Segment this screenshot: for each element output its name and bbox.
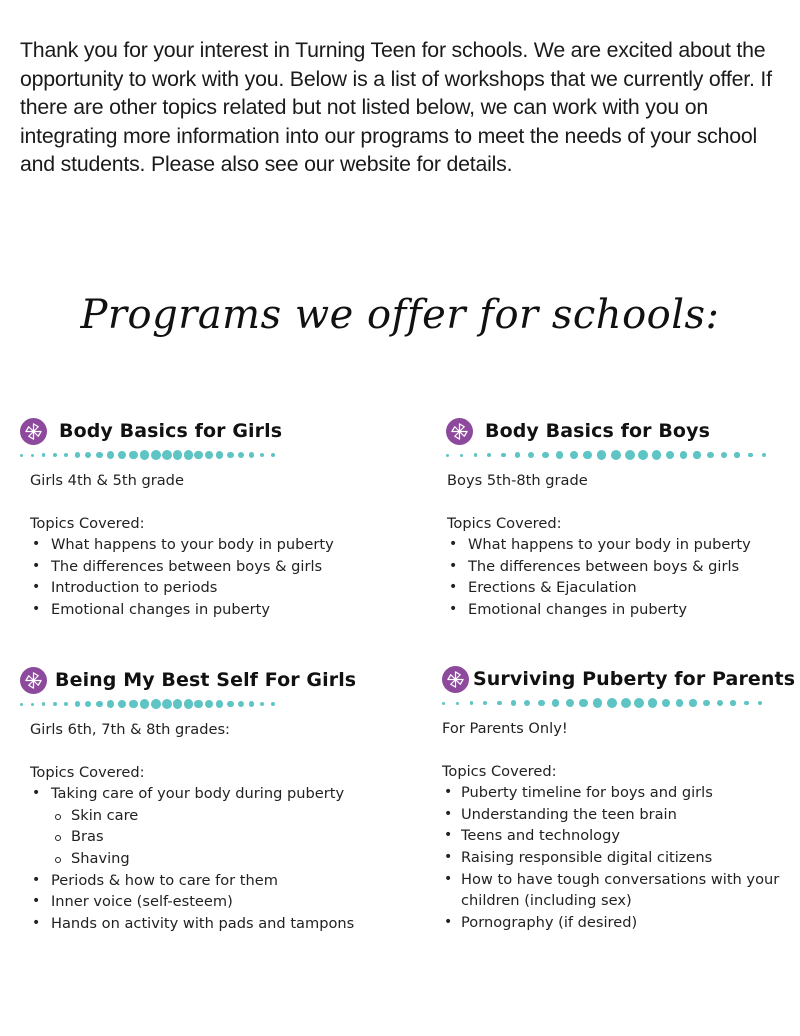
topics-list: [20, 534, 380, 620]
topic-item: [442, 782, 800, 804]
topic-text: Puberty timeline for boys and girls: [461, 784, 713, 802]
topics-label: Topics Covered:: [30, 763, 145, 781]
divider-dot: [456, 702, 459, 705]
divider-dot: [579, 699, 588, 708]
topic-item: [30, 534, 380, 556]
divider-dot: [524, 700, 530, 706]
program-card: [20, 416, 380, 621]
divider-dot: [730, 700, 735, 705]
divider-dot: [552, 699, 559, 706]
program-header: [20, 665, 380, 695]
divider-dot: [446, 454, 449, 457]
topic-item: [442, 847, 800, 869]
program-header: [20, 416, 380, 446]
topic-item: [30, 577, 380, 599]
pinwheel-icon: [442, 666, 469, 693]
topics-list: [446, 534, 800, 620]
program-audience: Girls 6th, 7th & 8th grades:: [30, 721, 230, 738]
divider-dot: [744, 701, 749, 706]
topics-list: [20, 783, 380, 934]
program-header: [442, 664, 800, 694]
divider-dot: [666, 451, 675, 460]
pinwheel-icon: [20, 667, 47, 694]
divider-dot: [20, 454, 23, 457]
topics-label: Topics Covered:: [30, 514, 145, 532]
divider-dot: [53, 702, 57, 706]
divider-dot: [238, 452, 244, 458]
divider-dot: [227, 452, 234, 459]
divider-dot: [483, 701, 487, 705]
topic-item: [442, 869, 800, 912]
divider-dot: [216, 700, 223, 707]
divider-dot: [662, 699, 671, 708]
topic-item: [30, 599, 380, 621]
divider-dot: [566, 699, 574, 707]
divider-dot: [271, 453, 275, 457]
topic-text: Inner voice (self-esteem): [51, 893, 233, 911]
topic-text: Pornography (if desired): [461, 913, 638, 931]
program-audience: For Parents Only!: [442, 720, 568, 737]
topic-text: Taking care of your body during puberty: [51, 785, 345, 803]
divider-dot: [140, 450, 149, 459]
divider-dot: [515, 452, 520, 457]
divider-dot: [625, 450, 636, 461]
divider-dot: [593, 698, 602, 707]
divider-dot: [173, 450, 183, 460]
divider-dot: [676, 699, 684, 707]
topic-item: [447, 534, 800, 556]
divider-dot: [31, 454, 34, 457]
topic-text: What happens to your body in puberty: [51, 536, 334, 554]
divider-dot: [85, 452, 91, 458]
subtopic-item: Bras: [51, 826, 380, 848]
divider-dot: [85, 701, 91, 707]
divider-dot: [260, 702, 265, 707]
divider-dot: [542, 452, 549, 459]
divider-dot: [194, 451, 203, 460]
divider-dot: [442, 702, 445, 705]
divider-dot: [162, 699, 173, 710]
topic-item: [30, 870, 380, 892]
divider-dot: [42, 702, 45, 705]
divider-dot: [129, 451, 138, 460]
programs-heading: Programs we offer for schools:: [80, 292, 720, 338]
divider-dot: [638, 450, 648, 460]
divider-dot: [497, 701, 502, 706]
divider-dot: [717, 700, 723, 706]
topics-label: Topics Covered:: [442, 762, 557, 780]
pinwheel-icon: [20, 418, 47, 445]
divider-dot: [205, 700, 213, 708]
divider-dot: [140, 699, 149, 708]
divider-dot: [758, 701, 762, 705]
topic-item: [447, 577, 800, 599]
program-title: Being My Best Self For Girls: [55, 669, 357, 691]
program-card: [442, 664, 800, 933]
program-card: [446, 416, 800, 621]
divider-dot: [75, 452, 80, 457]
topic-text: Periods & how to care for them: [51, 871, 278, 889]
dotted-divider: [442, 696, 800, 710]
topic-text: Introduction to periods: [51, 579, 218, 597]
divider-dot: [734, 452, 739, 457]
divider-dot: [20, 703, 23, 706]
divider-dot: [96, 701, 103, 708]
topic-text: The differences between boys & girls: [468, 557, 740, 575]
topic-text: What happens to your body in puberty: [468, 536, 751, 554]
topic-item: [447, 599, 800, 621]
topic-item: [442, 804, 800, 826]
topic-item: [447, 556, 800, 578]
divider-dot: [118, 700, 126, 708]
topic-item: [442, 912, 800, 934]
dotted-divider: [20, 448, 380, 462]
divider-dot: [538, 700, 545, 707]
divider-dot: [634, 698, 644, 708]
divider-dot: [194, 700, 203, 709]
subtopic-item: Skin care: [51, 805, 380, 827]
divider-dot: [184, 699, 193, 708]
divider-dot: [648, 698, 657, 707]
dotted-divider: [446, 448, 800, 462]
topic-text: Hands on activity with pads and tampons: [51, 914, 355, 932]
divider-dot: [42, 453, 45, 456]
program-title: Body Basics for Boys: [485, 420, 710, 442]
topic-text: The differences between boys & girls: [51, 557, 323, 575]
topic-text: Raising responsible digital citizens: [461, 848, 713, 866]
divider-dot: [249, 452, 254, 457]
topic-item: [30, 891, 380, 913]
divider-dot: [703, 700, 710, 707]
divider-dot: [528, 452, 534, 458]
divider-dot: [721, 452, 727, 458]
divider-dot: [652, 450, 661, 459]
divider-dot: [271, 702, 275, 706]
divider-dot: [227, 701, 234, 708]
divider-dot: [162, 450, 173, 461]
divider-dot: [762, 453, 766, 457]
topic-item: [30, 783, 380, 869]
topics-label: Topics Covered:: [447, 514, 562, 532]
program-card: [20, 665, 380, 934]
divider-dot: [238, 701, 244, 707]
divider-dot: [205, 451, 213, 459]
divider-dot: [151, 699, 161, 709]
divider-dot: [487, 453, 491, 457]
subtopic-item: Shaving: [51, 848, 380, 870]
dotted-divider: [20, 697, 380, 711]
divider-dot: [107, 451, 114, 458]
divider-dot: [64, 453, 69, 458]
subtopics-list: [51, 805, 380, 870]
divider-dot: [689, 699, 696, 706]
divider-dot: [680, 451, 688, 459]
divider-dot: [173, 699, 183, 709]
topic-item: [30, 556, 380, 578]
divider-dot: [107, 700, 114, 707]
divider-dot: [693, 451, 700, 458]
topic-item: [30, 913, 380, 935]
topic-text: Understanding the teen brain: [461, 805, 677, 823]
divider-dot: [31, 703, 34, 706]
divider-dot: [570, 451, 578, 459]
topic-text: Emotional changes in puberty: [51, 600, 270, 618]
program-header: [446, 416, 800, 446]
topic-text: How to have tough conversations with your children (including sex): [461, 870, 780, 910]
divider-dot: [583, 451, 592, 460]
divider-dot: [611, 450, 621, 460]
divider-dot: [707, 452, 714, 459]
divider-dot: [118, 451, 126, 459]
program-title: Body Basics for Girls: [59, 420, 283, 442]
divider-dot: [597, 450, 606, 459]
topic-text: Erections & Ejaculation: [468, 579, 637, 597]
divider-dot: [75, 701, 80, 706]
divider-dot: [607, 698, 617, 708]
topics-list: [442, 782, 800, 933]
divider-dot: [511, 700, 516, 705]
topic-item: [442, 825, 800, 847]
divider-dot: [460, 454, 463, 457]
program-audience: Boys 5th-8th grade: [447, 472, 588, 489]
intro-paragraph: Thank you for your interest in Turning Teen for schools. We are excited about the opportunity to work with you. Below is a list of workshops that we currently offer. If there are other topics related but not listed below, we can work with you on integrating more information into our programs to meet the needs of your school and students. Please also see our website for details.: [20, 38, 772, 177]
topic-text: Emotional changes in puberty: [468, 600, 687, 618]
topic-text: Teens and technology: [461, 827, 621, 845]
divider-dot: [470, 701, 473, 704]
program-title: Surviving Puberty for Parents: [473, 668, 796, 690]
program-audience: Girls 4th & 5th grade: [30, 472, 184, 489]
divider-dot: [129, 700, 138, 709]
divider-dot: [216, 451, 223, 458]
divider-dot: [260, 453, 265, 458]
divider-dot: [96, 452, 103, 459]
divider-dot: [556, 451, 563, 458]
divider-dot: [249, 701, 254, 706]
divider-dot: [748, 453, 753, 458]
divider-dot: [621, 698, 632, 709]
divider-dot: [474, 453, 477, 456]
divider-dot: [184, 450, 193, 459]
divider-dot: [53, 453, 57, 457]
divider-dot: [151, 450, 161, 460]
divider-dot: [501, 453, 506, 458]
pinwheel-icon: [446, 418, 473, 445]
divider-dot: [64, 702, 69, 707]
